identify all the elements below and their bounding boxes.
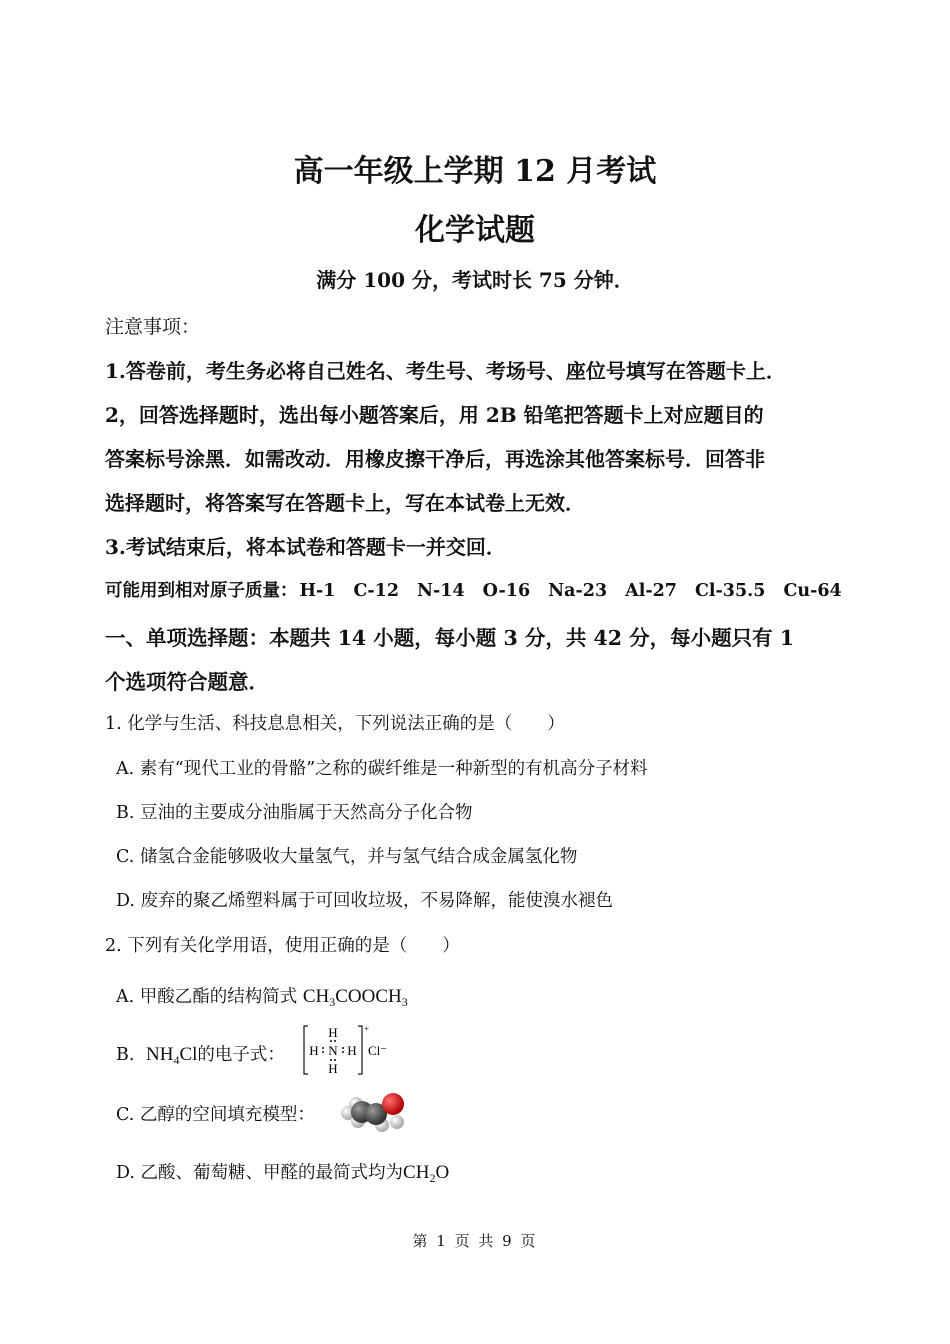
electron-dot (334, 1040, 336, 1042)
note-item-2-line-3: 选择题时，将答案写在答题卡上，写在本试卷上无效． (105, 491, 585, 515)
question-1-option-d: D. 废弃的聚乙烯塑料属于可回收垃圾，不易降解，能使溴水褪色 (116, 891, 614, 911)
subject-title: 化学试题 (415, 213, 535, 248)
option-b-label: B. (116, 1045, 135, 1065)
electron-dot (322, 1051, 324, 1053)
option-b-text: 的电子式： (197, 1045, 285, 1065)
question-1-option-a: A. 素有“现代工业的骨骼”之称的碳纤维是一种新型的有机高分子材料 (116, 759, 648, 779)
lewis-h-bottom: H (328, 1061, 338, 1076)
atomic-mass-c: C-12 (353, 581, 400, 601)
section-1-heading-line-2: 个选项符合题意． (105, 670, 269, 694)
atomic-mass-cl: Cl-35.5 (694, 581, 766, 601)
question-2-option-b (116, 1029, 285, 1077)
ethanol-space-filling-model-image (338, 1088, 410, 1138)
notes-heading: 注意事项： (105, 316, 201, 338)
ammonium-chloride-lewis-structure (300, 1022, 392, 1078)
atomic-mass-o: O-16 (482, 581, 531, 601)
question-1-stem: 1. 化学与生活、科技息息相关，下列说法正确的是（ ） (105, 714, 565, 734)
atomic-mass-al: Al-27 (625, 581, 677, 601)
electron-dot (330, 1059, 332, 1061)
formula-empirical: $CH_2O$ (403, 1162, 450, 1185)
page-footer: 第 1 页 共 9 页 (412, 1232, 538, 1250)
atomic-mass-na: Na-23 (548, 581, 608, 601)
exam-info: 满分 100 分，考试时长 75 分钟． (316, 268, 634, 292)
lewis-h-left: H (309, 1043, 319, 1058)
question-2-option-a (116, 983, 408, 1010)
atomic-mass-n: N-14 (417, 581, 465, 601)
atomic-mass-label: 可能用到相对原子质量： (105, 581, 298, 601)
section-1-heading-line-1: 一、单项选择题：本题共 14 小题，每小题 3 分，共 42 分，每小题只有 1 (105, 626, 795, 650)
exam-title: 高一年级上学期 12 月考试 (293, 154, 657, 189)
question-2-stem: 2. 下列有关化学用语，使用正确的是（ ） (105, 936, 460, 956)
atomic-mass-line (105, 577, 842, 602)
electron-dot (330, 1040, 332, 1042)
electron-dot (334, 1059, 336, 1061)
question-1-option-b: B. 豆油的主要成分油脂属于天然高分子化合物 (116, 803, 473, 823)
note-item-2-line-2: 答案标号涂黑．如需改动．用橡皮擦干净后，再选涂其他答案标号．回答非 (105, 447, 765, 471)
formula-ammonium-chloride: $NH_4Cl$ (146, 1044, 198, 1067)
lewis-h-right: H (347, 1043, 357, 1058)
electron-dot (342, 1051, 344, 1053)
note-item-3: 3.考试结束后，将本试卷和答题卡一并交回． (105, 535, 506, 559)
question-2-option-c: C. 乙醇的空间填充模型： (116, 1105, 315, 1125)
question-1-option-c: C. 储氢合金能够吸收大量氢气，并与氢气结合成金属氢化物 (116, 847, 578, 867)
electron-dot (322, 1047, 324, 1049)
note-item-1: 1.答卷前，考生务必将自己姓名、考生号、考场号、座位号填写在答题卡上． (105, 359, 786, 383)
electron-dot (342, 1047, 344, 1049)
lewis-anion: Cl⁻ (368, 1043, 388, 1058)
question-2-option-d (116, 1159, 449, 1186)
atomic-mass-h: H-1 (299, 581, 336, 601)
atomic-mass-cu: Cu-64 (783, 581, 842, 601)
lewis-h-top: H (328, 1025, 338, 1040)
lewis-n-center: N (328, 1043, 338, 1058)
option-a-text: A. 甲酸乙酯的结构简式 (116, 987, 298, 1007)
option-d-text: D. 乙酸、葡萄糖、甲醛的最简式均为 (116, 1163, 404, 1183)
lewis-charge: + (364, 1024, 370, 1034)
note-item-2-line-1: 2，回答选择题时，选出每小题答案后，用 2B 铅笔把答题卡上对应题目的 (105, 403, 764, 427)
formula-ethyl-formate: $CH_3COOCH_3$ (302, 986, 408, 1009)
